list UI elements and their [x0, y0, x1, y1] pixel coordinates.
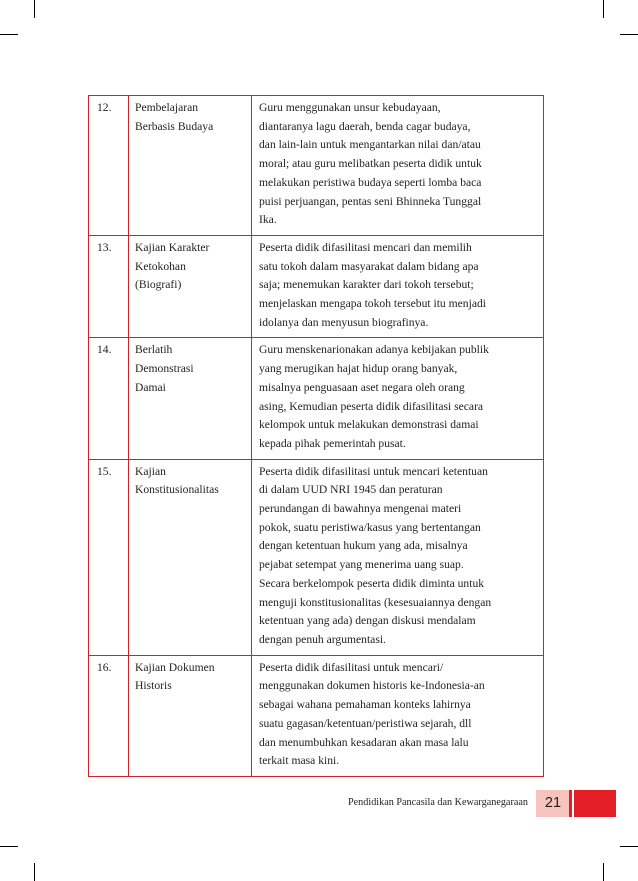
description-line: dan lain-lain untuk mengantarkan nilai dan/atau	[259, 138, 481, 152]
description-line: misalnya penguasaan aset negara oleh orang	[259, 380, 465, 394]
method-description	[252, 338, 544, 459]
description-line: diantaranya lagu daerah, benda cagar budaya,	[259, 119, 471, 133]
crop-mark	[0, 846, 18, 847]
table-row	[89, 96, 544, 236]
crop-mark	[34, 863, 35, 881]
learning-methods-table	[88, 95, 544, 777]
method-line: Kajian Karakter	[135, 240, 210, 254]
method-line: Pembelajaran	[135, 101, 199, 114]
page-number: 21	[544, 795, 562, 811]
method-name	[129, 338, 252, 459]
method-line: Demonstrasi	[135, 362, 194, 376]
crop-mark	[603, 0, 604, 18]
description-line: puisi perjuangan, pentas seni Bhinneka Tunggal	[259, 194, 482, 208]
description-line: Guru menskenarionakan adanya kebijakan publik	[259, 343, 489, 357]
description-line: dengan penuh argumentasi.	[259, 632, 386, 646]
method-line: Damai	[135, 380, 166, 394]
description-line: kepada pihak pemerintah pusat.	[259, 436, 406, 450]
description-line: Peserta didik difasilitasi untuk mencari/	[259, 660, 444, 674]
description-line: Guru menggunakan unsur kebudayaan,	[259, 101, 441, 114]
crop-mark	[34, 0, 35, 18]
description-line: dengan ketentuan hukum yang ada, misalnya	[259, 539, 468, 553]
method-name	[129, 655, 252, 776]
table-row	[89, 459, 544, 655]
description-line: Secara berkelompok peserta didik diminta untuk	[259, 576, 485, 590]
row-number: 14.	[89, 338, 129, 459]
method-line: Berlatih	[135, 343, 173, 357]
method-line: Ketokohan	[135, 259, 186, 273]
description-line: satu tokoh dalam masyarakat dalam bidang apa	[259, 259, 479, 273]
row-number: 16.	[89, 655, 129, 776]
description-line: dan menumbuhkan kesadaran akan masa lalu	[259, 735, 469, 749]
description-line: sebagai wahana pemahaman konteks lahirnya	[259, 698, 471, 712]
row-number: 12.	[89, 96, 129, 236]
description-line: melakukan peristiwa budaya seperti lomba baca	[259, 175, 482, 189]
description-line: Ika.	[259, 213, 277, 227]
method-description	[252, 655, 544, 776]
method-line: Kajian	[135, 464, 166, 478]
method-line: (Biografi)	[135, 278, 182, 292]
description-line: menguji konstitusionalitas (kesesuaiannya dengan	[259, 595, 492, 609]
method-name	[129, 96, 252, 236]
description-line: ketentuan yang ada) dengan diskusi mendalam	[259, 614, 476, 628]
description-line: suatu gagasan/ketentuan/peristiwa sejarah, dll	[259, 716, 472, 730]
row-number: 15.	[89, 459, 129, 655]
method-line: Historis	[135, 679, 172, 693]
description-line: moral; atau guru melibatkan peserta didik untuk	[259, 157, 482, 171]
description-line: menggunakan dokumen historis ke-Indonesia-an	[259, 679, 485, 693]
footer-accent-bar	[574, 790, 616, 817]
description-line: asing, Kemudian peserta didik difasilitasi secara	[259, 399, 484, 413]
table-row	[89, 235, 544, 338]
row-number: 13.	[89, 235, 129, 338]
footer-accent-line	[569, 790, 572, 817]
description-line: saja; menemukan karakter dari tokoh tersebut;	[259, 278, 474, 292]
method-line: Berbasis Budaya	[135, 119, 214, 133]
crop-mark	[603, 863, 604, 881]
method-line: Kajian Dokumen	[135, 660, 215, 674]
description-line: terkait masa kini.	[259, 754, 340, 768]
description-line: idolanya dan menyusun biografinya.	[259, 315, 429, 329]
description-line: Peserta didik difasilitasi untuk mencari ketentuan	[259, 464, 488, 478]
description-line: pejabat setempat yang menerima uang suap.	[259, 558, 464, 572]
method-name	[129, 459, 252, 655]
description-line: di dalam UUD NRI 1945 dan peraturan	[259, 483, 443, 497]
footer-book-title: Pendidikan Pancasila dan Kewarganegaraan	[347, 797, 528, 808]
table-row	[89, 338, 544, 459]
crop-mark	[620, 846, 638, 847]
crop-mark	[0, 34, 18, 35]
table-row	[89, 655, 544, 776]
description-line: menjelaskan mengapa tokoh tersebut itu menjadi	[259, 297, 486, 311]
description-line: perundangan di bawahnya mengenai materi	[259, 502, 462, 516]
description-line: pokok, suatu peristiwa/kasus yang bertentangan	[259, 520, 481, 534]
method-line: Konstitusionalitas	[135, 483, 219, 497]
description-line: yang merugikan hajat hidup orang banyak,	[259, 362, 458, 376]
method-description	[252, 459, 544, 655]
description-line: Peserta didik difasilitasi mencari dan memilih	[259, 240, 472, 254]
method-description	[252, 96, 544, 236]
method-name	[129, 235, 252, 338]
method-description	[252, 235, 544, 338]
description-line: kelompok untuk melakukan demonstrasi damai	[259, 418, 479, 432]
crop-mark	[620, 34, 638, 35]
